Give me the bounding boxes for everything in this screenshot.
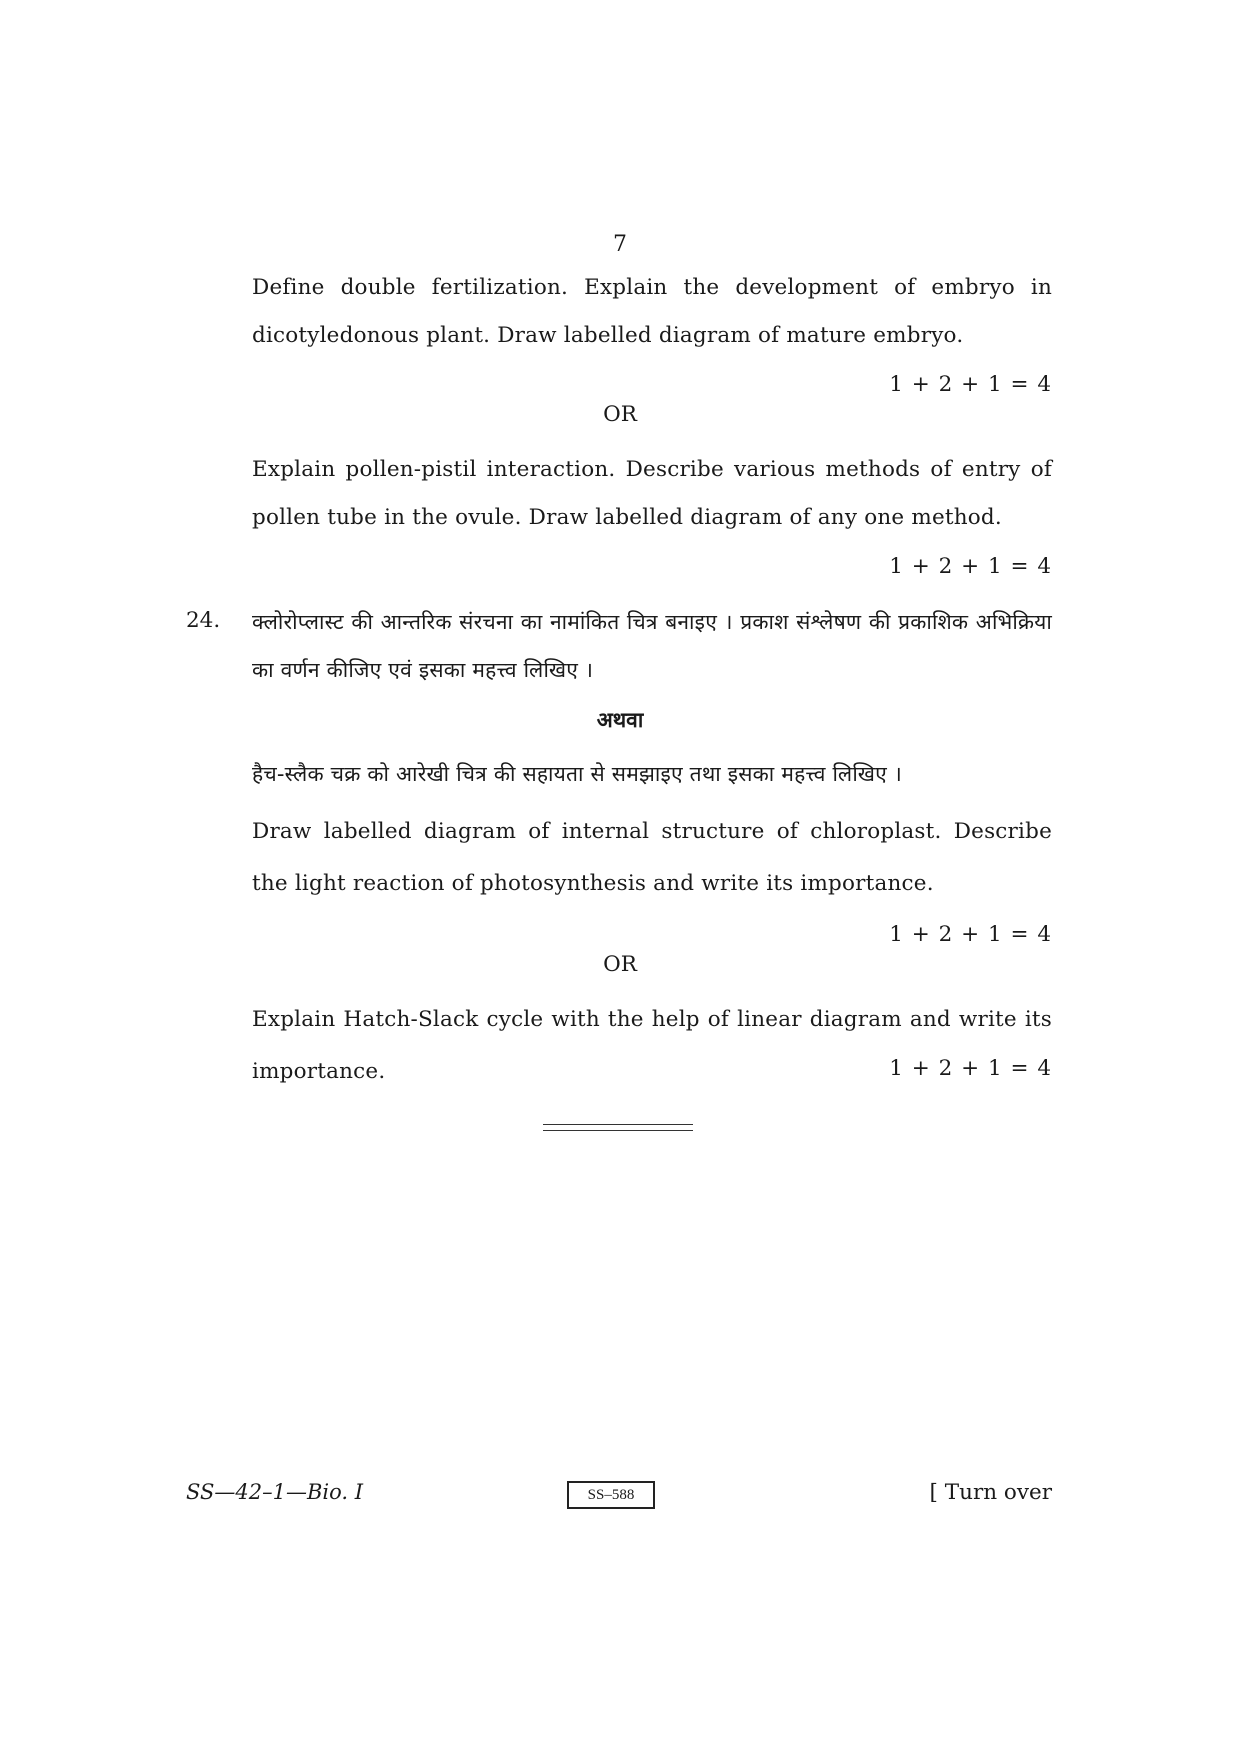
end-rule-top [543, 1124, 693, 1125]
or-separator-2: OR [603, 952, 637, 977]
question-number-24: 24. [186, 608, 221, 633]
question-24-hindi-main: क्लोरोप्लास्ट की आन्तरिक संरचना का नामांकित चित्र बनाइए । प्रकाश संश्लेषण की प्रकाशिक अभिक्रिया का वर्णन कीजिए एवं इसका महत्त्व लिखिए । [252, 610, 1052, 682]
end-rule-bottom [543, 1130, 693, 1131]
question-double-fertilization: Define double fertilization. Explain the development of embryo in dicotyledonous plant. Draw labelled diagram of mature embryo. [252, 275, 1052, 348]
question-24-hindi-alt: हैच-स्लैक चक्र को आरेखी चित्र की सहायता से समझाइए तथा इसका महत्त्व लिखिए । [252, 762, 903, 786]
question-24-english-main: Draw labelled diagram of internal structure of chloroplast. Describe the light reaction of photosynthesis and write its importance. [252, 819, 1052, 896]
or-separator-1: OR [603, 402, 637, 427]
question-24-english-alt-line1: Explain Hatch-Slack cycle with the help of linear diagram and write its [252, 1007, 1052, 1032]
question-pollen-pistil: Explain pollen-pistil interaction. Describe various methods of entry of pollen tube in the ovule. Draw labelled diagram of any one method. [252, 457, 1052, 530]
marks-q24-main: 1 + 2 + 1 = 4 [889, 922, 1052, 947]
marks-block2: 1 + 2 + 1 = 4 [889, 554, 1052, 579]
hindi-or-separator: अथवा [596, 708, 644, 732]
footer-turn-over: [ Turn over [929, 1480, 1052, 1505]
footer-box-code: SS–588 [567, 1481, 655, 1509]
marks-block1: 1 + 2 + 1 = 4 [889, 372, 1052, 397]
page-number: 7 [613, 232, 627, 257]
question-24-english-alt-line2: importance. [252, 1059, 386, 1084]
marks-q24-alt: 1 + 2 + 1 = 4 [889, 1056, 1052, 1081]
footer-paper-code: SS—42–1—Bio. I [186, 1480, 364, 1504]
